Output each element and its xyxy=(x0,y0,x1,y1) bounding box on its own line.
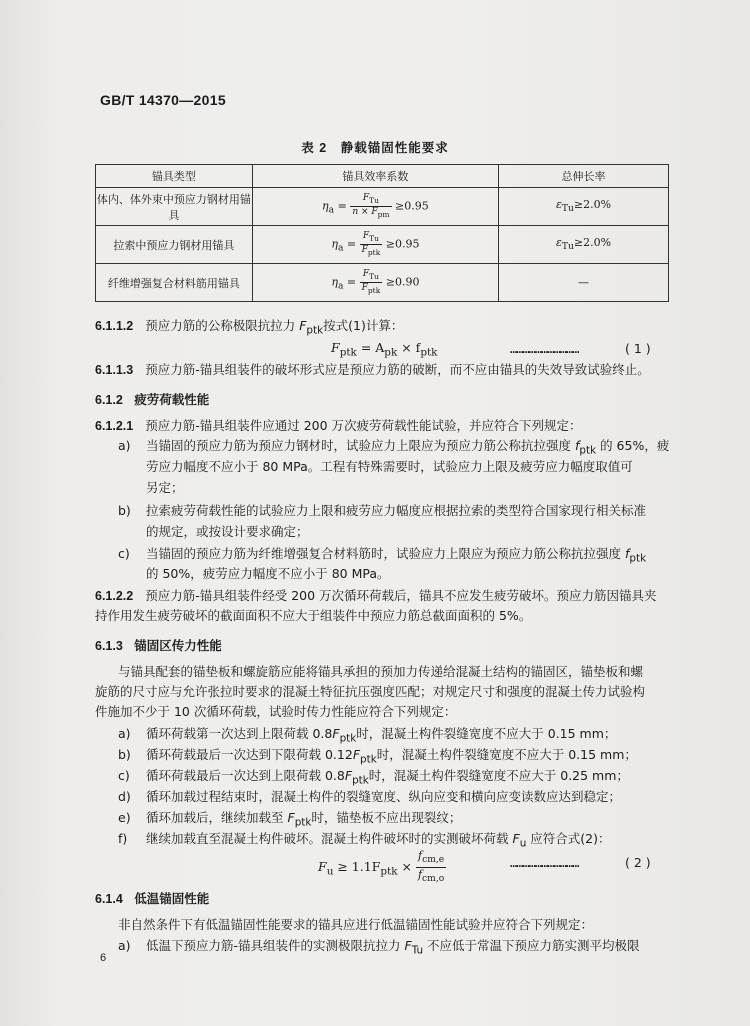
symbol: F xyxy=(352,747,361,762)
clause-6-1-1-2 xyxy=(95,318,403,339)
item-text: 循环加载后，继续加载至 xyxy=(146,810,288,825)
table-row xyxy=(96,264,669,302)
list-item-line: 循环加载过程结束时，混凝土构件的裂缝宽度、纵向应变和横向应变读数应达到稳定； xyxy=(146,789,622,804)
symbol-subscript: ptk xyxy=(352,774,369,787)
efficiency-formula-cell xyxy=(252,226,498,264)
symbol-subscript: u xyxy=(519,837,527,850)
formula-subscript: ptk xyxy=(380,865,398,878)
list-marker: c) xyxy=(118,768,130,783)
page-number: 6 xyxy=(100,952,107,964)
numerator-subscript: Tu xyxy=(369,196,379,205)
formula-1 xyxy=(331,340,437,359)
numerator-subscript: cm,e xyxy=(422,854,445,866)
fraction-numerator: F xyxy=(362,193,370,204)
clause-text: 按式(1)计算： xyxy=(323,318,404,333)
eta-symbol: η xyxy=(331,275,338,289)
item-text: 时，混凝土构件裂缝宽度不应大于 0.25 mm； xyxy=(368,768,629,783)
list-item-line: 的 50%，疲劳应力幅度不应小于 80 MPa。 xyxy=(146,566,390,581)
equals-sign: = xyxy=(337,199,347,213)
list-item-line xyxy=(146,438,669,459)
item-text: 时，锚垫板不应出现裂纹； xyxy=(311,810,462,825)
formula-subscript: u xyxy=(326,865,334,878)
section-title: 低温锚固性能 xyxy=(134,892,210,906)
formula-2-fraction xyxy=(416,849,446,886)
symbol-subscript: ptk xyxy=(294,816,312,829)
efficiency-fraction xyxy=(350,193,391,220)
equals-sign: = xyxy=(346,275,357,289)
symbol: f xyxy=(624,546,630,561)
formula-term: = A xyxy=(356,340,385,355)
fraction-denominator: F xyxy=(361,245,368,255)
paragraph-line: 旋筋的尺寸应与允许张拉时要求的混凝土特征抗压强度匹配；对规定尺寸和强度的混凝土传力试验构 xyxy=(95,684,646,699)
formula-2 xyxy=(318,849,446,886)
fraction-numerator: F xyxy=(362,231,370,242)
list-marker: a) xyxy=(118,726,131,741)
elongation-cell: — xyxy=(498,264,668,302)
efficiency-limit: ≥0.90 xyxy=(385,275,420,289)
symbol: F xyxy=(287,810,295,825)
symbol: F xyxy=(299,318,307,333)
list-item-line xyxy=(146,726,616,747)
formula-lhs: F xyxy=(318,859,327,875)
efficiency-limit: ≥0.95 xyxy=(395,199,429,213)
formula-2-number: ( 2 ) xyxy=(625,855,651,870)
symbol-subscript: ptk xyxy=(339,732,357,745)
anchor-type-cell: 纤维增强复合材料筋用锚具 xyxy=(96,264,253,302)
equals-sign: = xyxy=(346,237,357,251)
clause-text: 预应力筋的公称极限抗拉力 xyxy=(145,318,300,333)
elongation-limit: ≥2.0% xyxy=(573,236,612,250)
list-item-line xyxy=(146,938,640,959)
elongation-cell xyxy=(498,226,668,264)
list-item-line xyxy=(146,747,637,768)
eta-symbol: η xyxy=(322,199,329,213)
clause-number: 6.1.1.2 xyxy=(95,319,134,333)
list-marker: f) xyxy=(118,831,128,846)
formula-term: × f xyxy=(397,340,421,355)
efficiency-limit: ≥0.95 xyxy=(385,237,420,251)
table-header-row xyxy=(96,165,669,188)
numerator-subscript: Tu xyxy=(369,272,379,281)
item-text: 当锚固的预应力筋为预应力钢材时，试验应力上限应为预应力筋公称抗拉强度 xyxy=(146,438,575,453)
clause-6-1-2-1 xyxy=(95,418,582,434)
list-item-line xyxy=(146,768,629,789)
table-row xyxy=(96,188,669,226)
clause-6-1-1-3 xyxy=(95,362,650,378)
list-item-line: 劳应力幅度不应小于 80 MPa。工程有特殊需要时，试验应力上限及疲劳应力幅度取值可 xyxy=(146,459,633,474)
clause-6-1-2-2 xyxy=(95,588,657,604)
symbol-subscript: ptk xyxy=(579,444,597,457)
eta-subscript: a xyxy=(337,242,344,254)
list-item-line xyxy=(146,810,461,831)
fraction-denominator: F xyxy=(361,283,368,293)
fraction-denominator: n × F xyxy=(352,207,378,217)
fraction-denominator: f xyxy=(417,868,423,882)
fraction-numerator: f xyxy=(418,849,423,862)
table-row xyxy=(96,226,669,264)
numerator-subscript: Tu xyxy=(369,234,379,243)
efficiency-fraction xyxy=(360,231,383,258)
list-item-line: 拉索疲劳荷载性能的试验应力上限和疲劳应力幅度应根据拉索的类型符合国家现行相关标准 xyxy=(146,503,647,518)
item-text: 的 65%，疲 xyxy=(596,438,670,453)
item-text: 当锚固的预应力筋为纤维增强复合材料筋时，试验应力上限应为预应力筋公称抗拉强度 xyxy=(146,546,625,561)
section-number: 6.1.2 xyxy=(95,393,123,407)
list-item-line: 的规定，或按设计要求确定； xyxy=(146,524,309,539)
section-number: 6.1.3 xyxy=(95,639,123,653)
denominator-subscript: pm xyxy=(377,209,390,219)
epsilon-subscript: Tu xyxy=(561,203,574,215)
fraction-numerator: F xyxy=(362,269,370,280)
item-text: 低温下预应力筋-锚具组装件的实测极限抗拉力 xyxy=(146,938,405,953)
section-title: 锚固区传力性能 xyxy=(134,639,222,653)
symbol: f xyxy=(574,438,580,453)
section-6-1-4 xyxy=(95,889,209,907)
formula-term: ≥ 1.1F xyxy=(333,859,381,875)
section-title: 疲劳荷载性能 xyxy=(134,393,210,407)
symbol: F xyxy=(332,726,340,741)
clause-text: 预应力筋-锚具组装件应通过 200 万次疲劳荷载性能试验，并应符合下列规定： xyxy=(145,418,582,433)
item-text: 循环荷载第一次达到上限荷载 0.8 xyxy=(146,726,333,741)
formula-subscript: ptk xyxy=(420,346,438,359)
symbol: F xyxy=(404,938,412,953)
symbol-subscript: ptk xyxy=(306,324,324,337)
item-text: 不应低于常温下预应力筋实测平均极限 xyxy=(423,938,640,953)
clause-line: 持作用发生疲劳破坏的截面面积不应大于组装件中预应力筋总截面面积的 5%。 xyxy=(95,608,532,623)
list-marker: b) xyxy=(118,747,131,762)
formula-lhs: F xyxy=(331,340,340,355)
clause-number: 6.1.1.3 xyxy=(95,363,134,377)
formula-2-leader: …………………………… xyxy=(510,856,579,870)
clause-number: 6.1.2.1 xyxy=(95,419,134,433)
item-text: 时，混凝土构件裂缝宽度不应大于 0.15 mm； xyxy=(356,726,617,741)
eta-symbol: η xyxy=(331,237,338,251)
anchor-type-cell: 拉索中预应力钢材用锚具 xyxy=(96,226,253,264)
denominator-subscript: cm,o xyxy=(422,873,445,885)
eta-subscript: a xyxy=(337,280,344,292)
epsilon-symbol: ε xyxy=(555,236,562,250)
paragraph-line: 与锚具配套的锚垫板和螺旋筋应能将锚具承担的预加力传递给混凝土结构的锚固区，锚垫板和螺 xyxy=(118,664,644,679)
eta-subscript: a xyxy=(328,204,335,216)
list-marker: e) xyxy=(118,810,131,825)
symbol-subscript: Tu xyxy=(411,944,424,957)
clause-text: 预应力筋-锚具组装件的破坏形式应是预应力筋的破断，而不应由锚具的失效导致试验终止。 xyxy=(145,362,650,377)
efficiency-fraction xyxy=(360,269,383,296)
section-6-1-2 xyxy=(95,390,209,408)
list-marker: d) xyxy=(118,789,131,804)
efficiency-formula-cell xyxy=(252,264,498,302)
formula-1-number: ( 1 ) xyxy=(625,341,651,356)
section-6-1-3 xyxy=(95,636,222,654)
epsilon-subscript: Tu xyxy=(561,241,574,253)
formula-term: × xyxy=(397,859,416,875)
symbol: F xyxy=(344,768,353,783)
list-item-line xyxy=(146,546,646,567)
paragraph-line: 件施加不少于 10 次循环荷载，试验时传力性能应符合下列规定： xyxy=(95,704,457,719)
column-header: 锚具效率系数 xyxy=(252,165,498,188)
efficiency-formula-cell xyxy=(252,188,498,226)
item-text: 时，混凝土构件裂缝宽度不应大于 0.15 mm； xyxy=(376,747,637,762)
formula-subscript: pk xyxy=(384,346,398,359)
paragraph-line: 非自然条件下有低温锚固性能要求的锚具应进行低温锚固性能试验并应符合下列规定： xyxy=(118,917,594,932)
formula-1-leader: …………………………… xyxy=(510,342,579,356)
list-marker: c) xyxy=(118,546,130,561)
table-caption: 表 2 静载锚固性能要求 xyxy=(301,141,449,155)
symbol-subscript: ptk xyxy=(629,552,647,565)
elongation-limit: ≥2.0% xyxy=(573,198,612,212)
elongation-cell xyxy=(498,188,668,226)
anchor-type-cell: 体内、体外束中预应力钢材用锚具 xyxy=(96,188,253,226)
list-marker: a) xyxy=(118,438,131,453)
standard-code: GB/T 14370—2015 xyxy=(100,92,226,108)
clause-text: 预应力筋-锚具组装件经受 200 万次循环荷载后，锚具不应发生疲劳破坏。预应力筋因锚具夹 xyxy=(145,588,657,603)
column-header: 总伸长率 xyxy=(498,165,668,188)
denominator-subscript: ptk xyxy=(367,247,381,257)
formula-subscript: ptk xyxy=(339,346,357,359)
item-text: 继续加载直至混凝土构件破坏。混凝土构件破坏时的实测破坏荷载 xyxy=(146,831,513,846)
anchorage-requirements-table xyxy=(95,164,669,302)
clause-number: 6.1.2.2 xyxy=(95,589,134,603)
symbol-subscript: ptk xyxy=(360,753,377,766)
item-text: 循环荷载最后一次达到下限荷载 0.12 xyxy=(146,747,353,762)
section-number: 6.1.4 xyxy=(95,892,123,906)
list-item-line: 另定； xyxy=(146,480,184,495)
item-text: 应符合式(2)： xyxy=(526,831,611,846)
list-marker: a) xyxy=(118,938,131,953)
denominator-subscript: ptk xyxy=(367,285,381,295)
list-marker: b) xyxy=(118,503,131,518)
item-text: 循环荷载最后一次达到上限荷载 0.8 xyxy=(146,768,345,783)
column-header: 锚具类型 xyxy=(96,165,253,188)
epsilon-symbol: ε xyxy=(555,198,562,212)
symbol: F xyxy=(512,831,520,846)
